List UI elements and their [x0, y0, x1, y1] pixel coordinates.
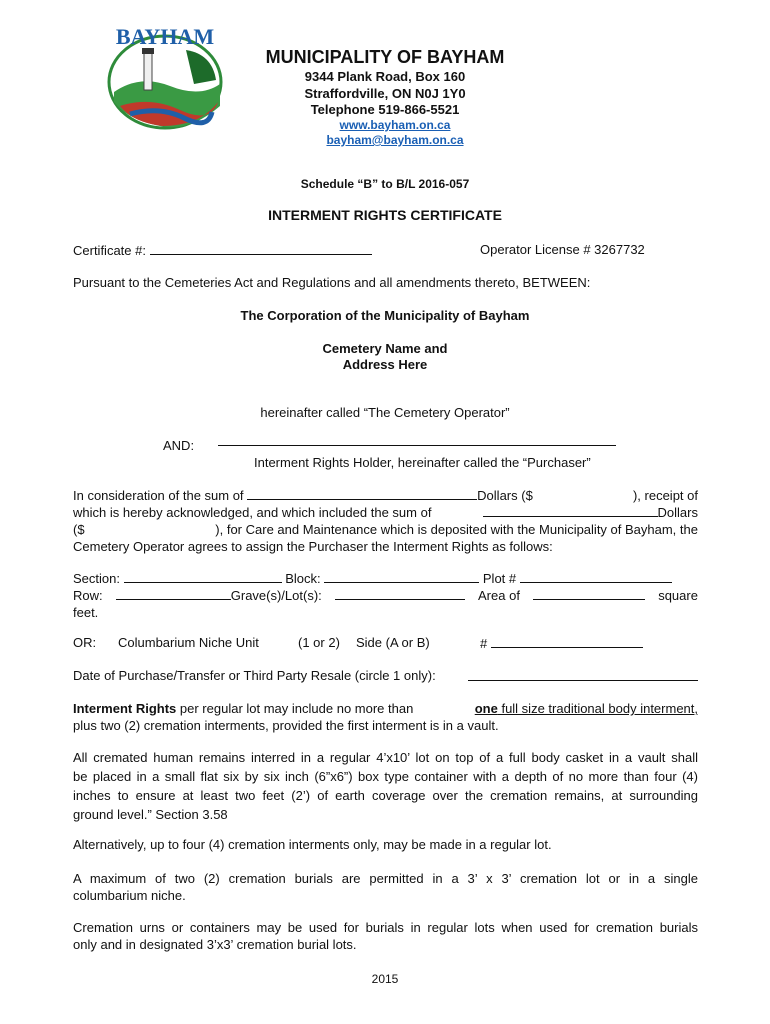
pursuant-text: Pursuant to the Cemeteries Act and Regulations and all amendments thereto, BETWEEN: [73, 275, 591, 290]
phone: Telephone 519-866-5521 [310, 102, 460, 117]
care-sum-input[interactable] [483, 504, 658, 517]
interment-rights-paragraph [73, 700, 698, 734]
cremation-paragraph [73, 748, 698, 824]
para4-line-2: only and in designated 3’x3’ cremation burial lots. [73, 937, 357, 952]
date-purchase-input[interactable] [468, 668, 698, 681]
municipality-title: MUNICIPALITY OF BAYHAM [265, 47, 505, 67]
certificate-field [73, 242, 372, 258]
cemetery-address-line: Address Here [342, 357, 428, 372]
row-label: Row: [73, 588, 103, 603]
para1-line-1: All cremated human remains interred in a regular 4’x10’ lot on top of a full body casket in a vault shall [73, 750, 698, 765]
niche-number-input[interactable] [491, 635, 643, 648]
hereinafter-text: hereinafter called “The Cemetery Operator” [260, 405, 510, 420]
and-label: AND: [163, 438, 195, 453]
operator-license: Operator License # 3267732 [480, 242, 645, 257]
certificate-label: Certificate #: [73, 243, 146, 258]
corporation-name: The Corporation of the Municipality of Bayham [240, 308, 530, 323]
block-label: Block: [285, 571, 321, 586]
consideration-paragraph [73, 487, 698, 555]
para1-line-2: be placed in a small flat six by six inch (6”x6”) box type container with a depth of no more than four (4) [73, 769, 698, 784]
date-purchase-label: Date of Purchase/Transfer or Third Party Resale (circle 1 only): [73, 668, 436, 683]
feet-label: feet. [73, 605, 99, 620]
grave-label: Grave(s)/Lot(s): [230, 588, 322, 603]
address-line-2: Straffordville, ON N0J 1Y0 [304, 86, 466, 101]
niche-number [480, 635, 643, 651]
logo-text: BAYHAM [115, 24, 215, 49]
sum-input[interactable] [247, 487, 477, 500]
para1-line-4: ground level.” Section 3.58 [73, 807, 228, 822]
para3-line-1: A maximum of two (2) cremation burials are permitted in a 3’ x 3’ cremation lot or in a single [73, 871, 698, 886]
paren-dollar: ($ [73, 522, 85, 537]
para1-line-3: inches to ensure at least two feet (2’) of earth coverage over the cremation remains, at surrounding [73, 788, 698, 803]
area-label: Area of [478, 588, 520, 603]
section-label: Section: [73, 571, 120, 586]
urns-paragraph [73, 919, 698, 953]
care-amount-input[interactable] [107, 521, 193, 538]
schedule-reference: Schedule “B” to B/L 2016-057 [300, 177, 470, 191]
rights-text-a: per regular lot may include no more than [176, 701, 417, 716]
niche-or: OR: [73, 635, 97, 650]
cemetery-name-line: Cemetery Name and [322, 341, 448, 356]
consideration-text-3: ), for Care and Maintenance which is deposited with the Municipality of Bayham, the [215, 522, 698, 537]
plot-input[interactable] [520, 570, 672, 583]
plot-label: Plot # [482, 571, 517, 586]
footer-year: 2015 [371, 972, 399, 986]
interment-rights-bold: Interment Rights [73, 701, 177, 716]
block-input[interactable] [324, 570, 479, 583]
niche-unit-label: Columbarium Niche Unit [118, 635, 259, 650]
consideration-text-1: In consideration of the sum of [73, 488, 244, 503]
website-link[interactable]: www.bayham.on.ca [339, 118, 451, 132]
holder-caption: Interment Rights Holder, hereinafter called the “Purchaser” [254, 455, 591, 470]
alternative-paragraph: Alternatively, up to four (4) cremation interments only, may be made in a regular lot. [73, 837, 552, 852]
receipt-text: ), receipt of [632, 488, 698, 503]
row-input[interactable] [116, 587, 231, 600]
dollars-label-1: Dollars ($ [477, 488, 533, 503]
para4-line-1: Cremation urns or containers may be used for burials in regular lots when used for cremation burials [73, 920, 698, 935]
niche-side-choice[interactable]: Side (A or B) [356, 635, 430, 650]
certificate-number-input[interactable] [150, 242, 372, 255]
square-label: square [658, 588, 698, 603]
purchaser-name-input[interactable] [218, 433, 616, 446]
section-input[interactable] [124, 570, 282, 583]
area-input[interactable] [533, 587, 645, 600]
niche-choice-1-2[interactable]: (1 or 2) [298, 635, 340, 650]
rights-text-c: plus two (2) cremation interments, provided the first interment is in a vault. [73, 718, 499, 733]
grave-input[interactable] [335, 587, 465, 600]
lot-details [73, 570, 698, 621]
email-link[interactable]: bayham@bayham.on.ca [326, 133, 464, 147]
consideration-text-2: which is hereby acknowledged, and which included the sum of [73, 505, 432, 520]
niche-hash: # [480, 636, 488, 651]
rights-one: one [474, 701, 498, 716]
cremation-lot-paragraph [73, 870, 698, 904]
consideration-text-4: Cemetery Operator agrees to assign the Purchaser the Interment Rights as follows: [73, 539, 553, 554]
date-purchase-row [73, 668, 698, 683]
address-line-1: 9344 Plank Road, Box 160 [304, 69, 466, 84]
para3-line-2: columbarium niche. [73, 888, 186, 903]
document-title: INTERMENT RIGHTS CERTIFICATE [268, 207, 502, 223]
dollars-label-2: Dollars [657, 505, 698, 520]
rights-text-b: full size traditional body interment, [497, 701, 698, 716]
